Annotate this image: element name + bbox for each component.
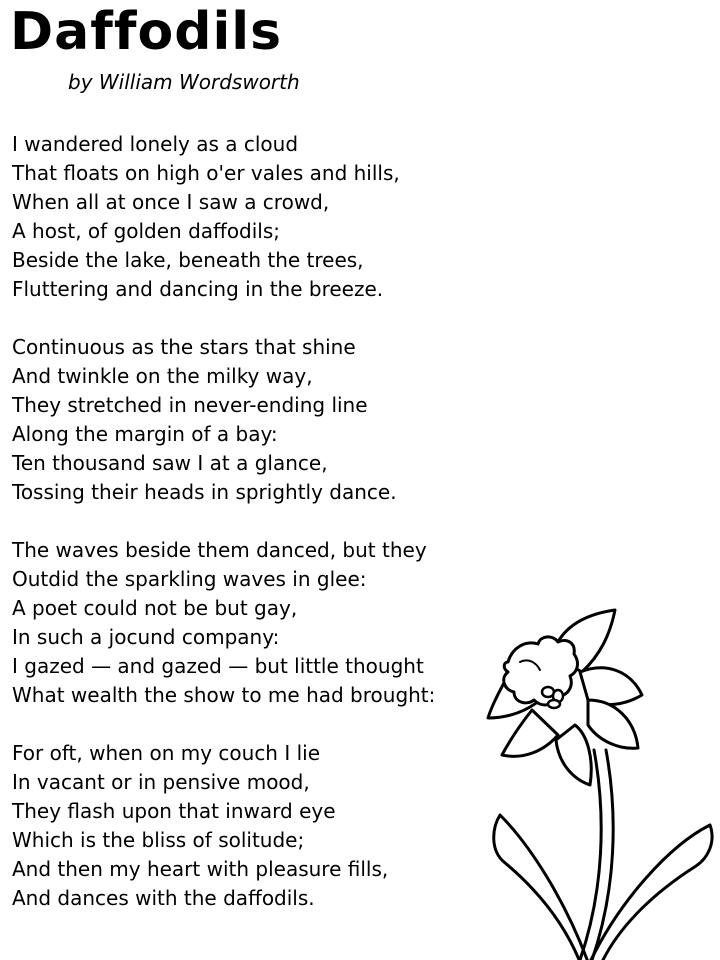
poem-line: In such a jocund company: (12, 625, 280, 649)
poem-line: Tossing their heads in sprightly dance. (12, 480, 397, 504)
poem-line: I gazed — and gazed — but little thought (12, 654, 424, 678)
stanza-3 (12, 536, 482, 710)
poem-line: Which is the bliss of solitude; (12, 828, 305, 852)
poem-line: In vacant or in pensive mood, (12, 770, 310, 794)
stanza-2 (12, 333, 482, 507)
poem-line: The waves beside them danced, but they (12, 538, 427, 562)
poem-line: That floats on high o'er vales and hills, (12, 161, 400, 185)
petal-lower (556, 725, 591, 785)
poem-author: by William Wordsworth (68, 70, 300, 94)
poem-line: They stretched in never-ending line (12, 393, 368, 417)
stanza-1 (12, 130, 482, 304)
poem-body (12, 130, 482, 942)
poem-line: I wandered lonely as a cloud (12, 132, 299, 156)
poem-line: Ten thousand saw I at a glance, (12, 451, 328, 475)
poem-line: And then my heart with pleasure fills, (12, 857, 389, 881)
poem-line: A poet could not be but gay, (12, 596, 298, 620)
poem-line: Beside the lake, beneath the trees, (12, 248, 364, 272)
poem-line: A host, of golden daffodils; (12, 219, 281, 243)
petal-right (588, 700, 638, 748)
poem-line: Along the margin of a bay: (12, 422, 278, 446)
poem-line: What wealth the show to me had brought: (12, 683, 436, 707)
poem-title: Daffodils (10, 2, 283, 62)
poem-line: Continuous as the stars that shine (12, 335, 356, 359)
petal-left (502, 710, 558, 756)
poem-line: Outdid the sparkling waves in glee: (12, 567, 367, 591)
leaf-left (494, 815, 588, 960)
poem-line: When all at once I saw a crowd, (12, 190, 330, 214)
stanza-4 (12, 739, 482, 913)
daffodil-flower-icon (470, 600, 720, 960)
poem-line: And dances with the daffodils. (12, 886, 315, 910)
poem-line: And twinkle on the milky way, (12, 364, 313, 388)
poem-line: They flash upon that inward eye (12, 799, 336, 823)
flower-trumpet (504, 637, 578, 705)
poem-line: For oft, when on my couch I lie (12, 741, 321, 765)
poem-line: Fluttering and dancing in the breeze. (12, 277, 384, 301)
